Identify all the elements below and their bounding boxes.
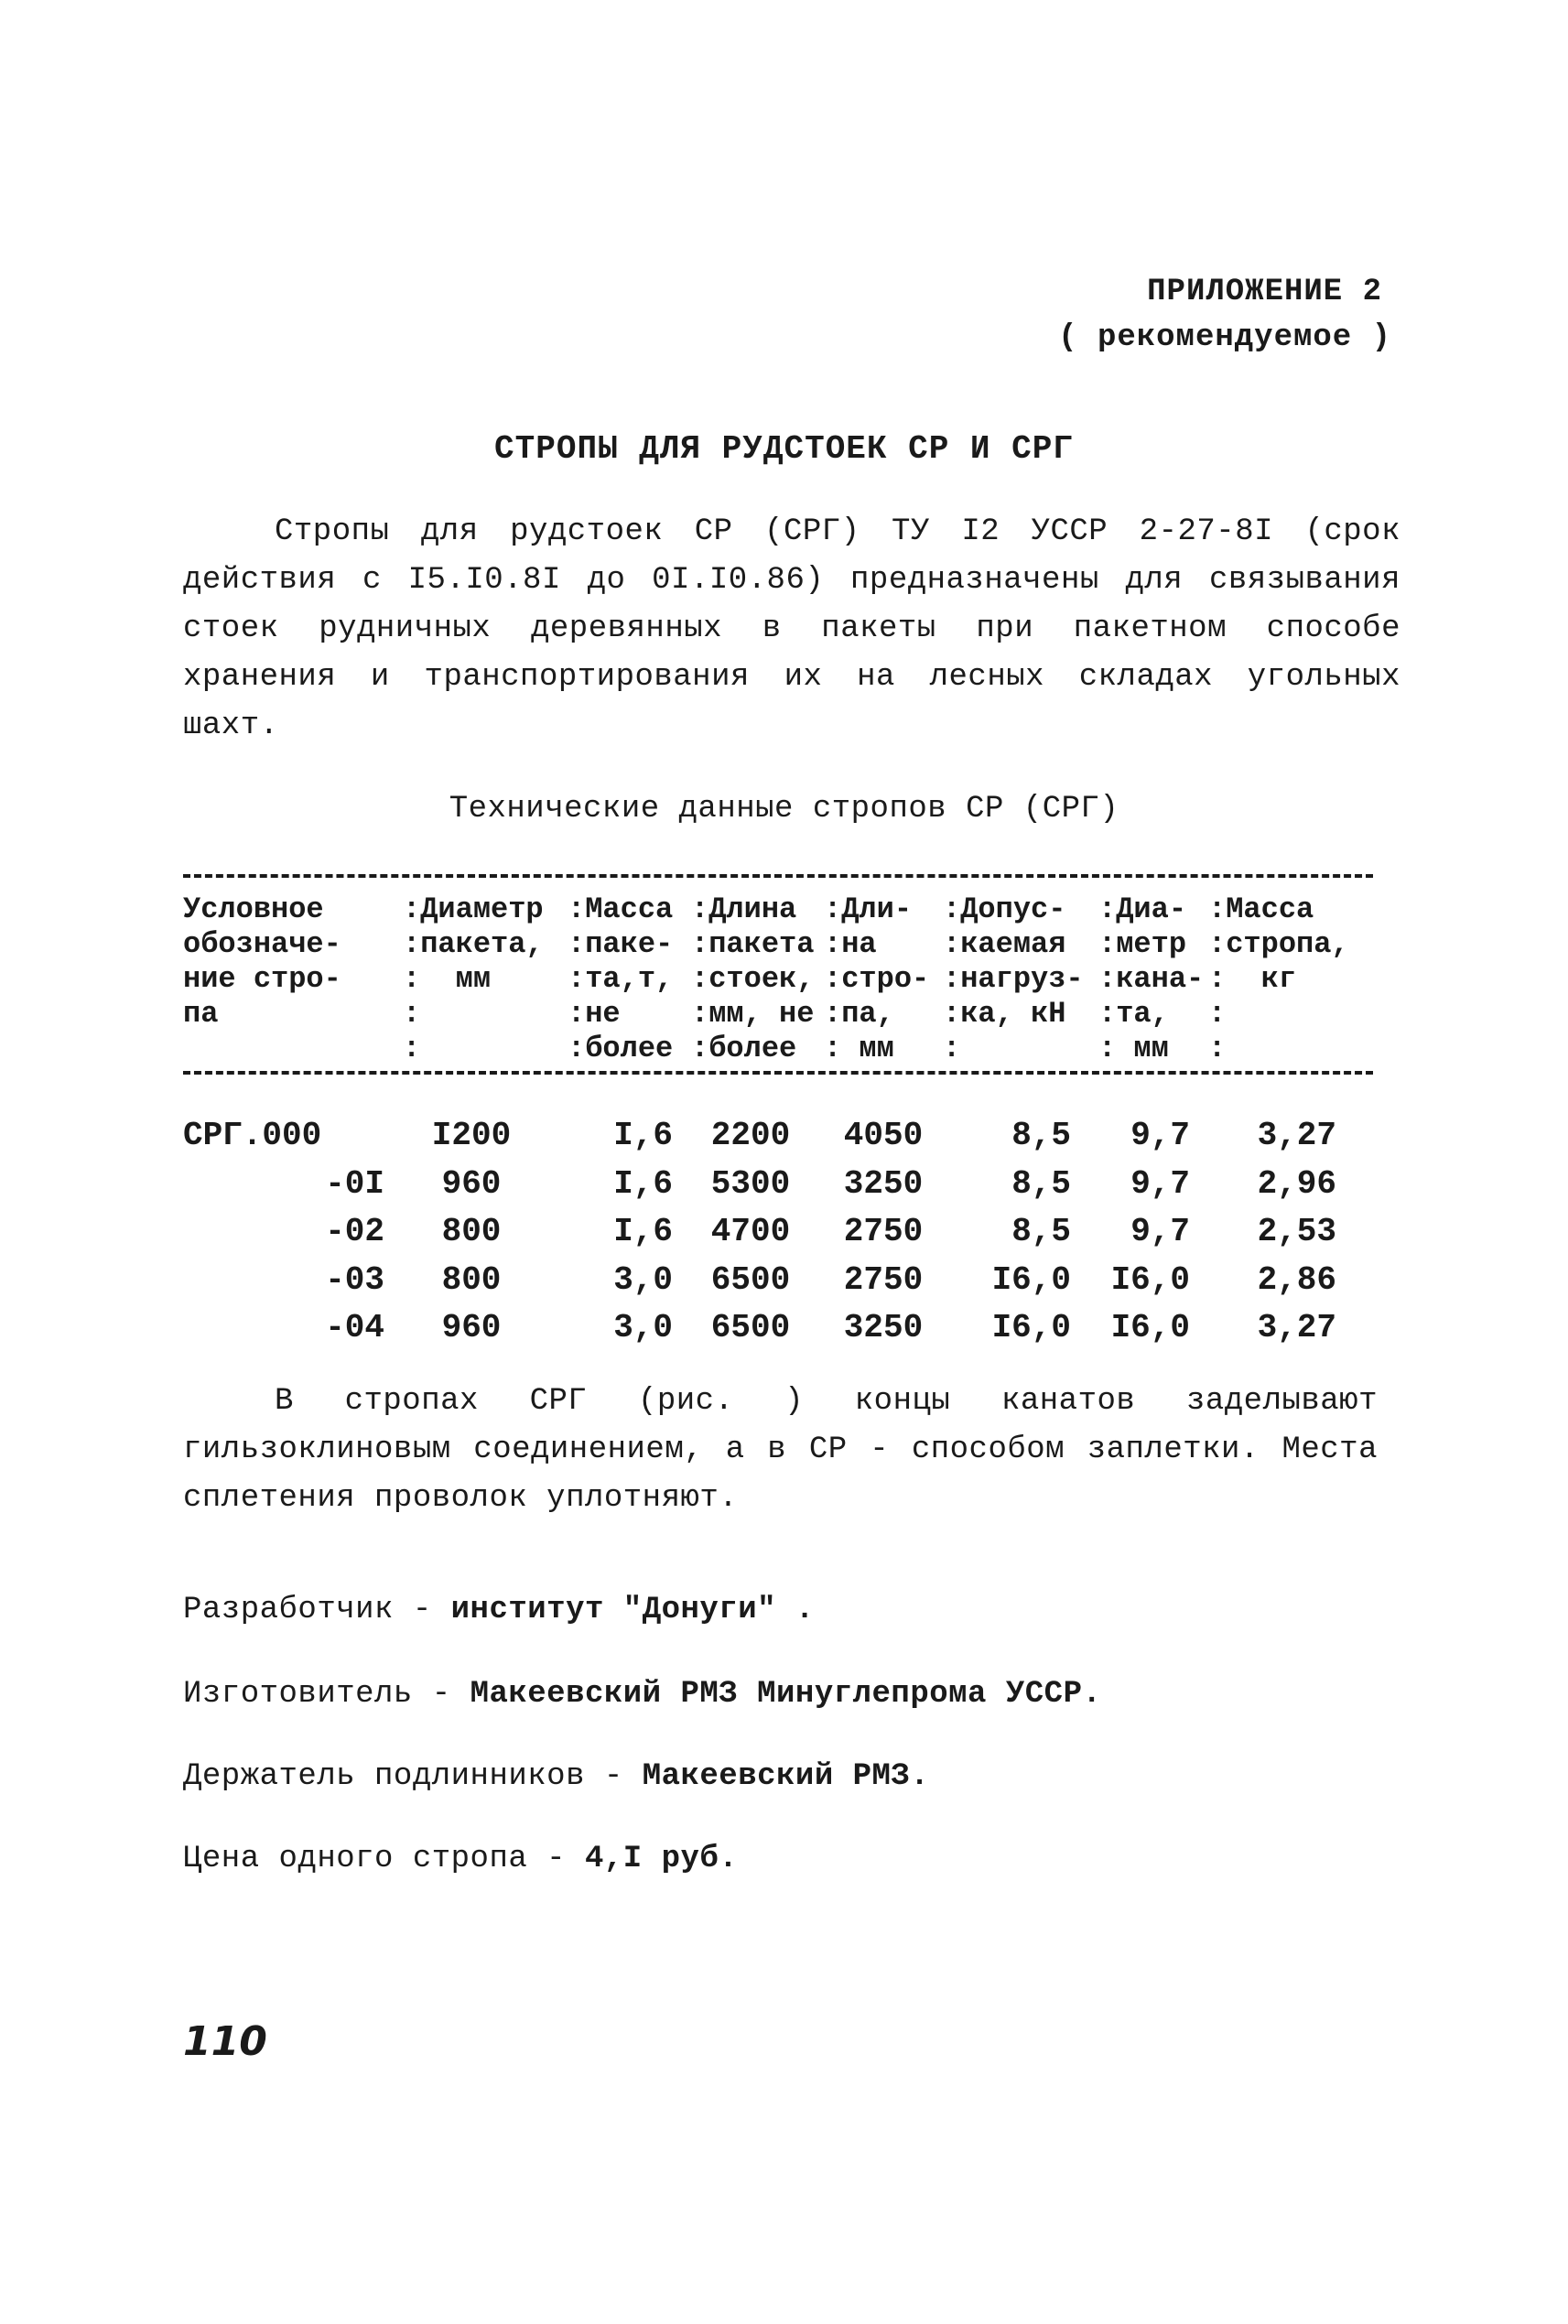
- holder-value: Макеевский РМЗ.: [642, 1759, 930, 1794]
- cell-rope: 9,7: [1130, 1117, 1190, 1154]
- cell-code: СРГ.000: [183, 1117, 322, 1154]
- price-line: [183, 1842, 738, 1876]
- developer-value: институт "Донуги" .: [450, 1593, 815, 1627]
- cell-sling-length: 2750: [843, 1261, 924, 1299]
- cell-rope: 9,7: [1130, 1213, 1190, 1250]
- cell-rope: I6,0: [1110, 1261, 1190, 1299]
- table-row: [0, 1117, 1568, 1164]
- cell-code: -03: [325, 1261, 384, 1299]
- cell-pack-length: 6500: [710, 1309, 791, 1346]
- termination-paragraph: В стропах СРГ (рис. ) концы канатов заделывают гильзоклиновым соединением, а в СР - способом заплетки. Места сплетения проволок уплотняют.: [183, 1384, 1378, 1516]
- cell-code: -0I: [325, 1165, 384, 1203]
- appendix-label: ПРИЛОЖЕНИЕ 2: [1147, 275, 1382, 309]
- manufacturer-line: [183, 1677, 1101, 1712]
- cell-mass: 3,0: [613, 1261, 673, 1299]
- cell-load: 8,5: [1011, 1117, 1071, 1154]
- cell-pack-length: 6500: [710, 1261, 791, 1299]
- cell-sling-mass: 2,53: [1257, 1213, 1336, 1250]
- cell-rope: 9,7: [1130, 1165, 1190, 1203]
- header-rope: :Диа- :метр :кана- :та, : мм: [1098, 892, 1205, 1065]
- cell-load: I6,0: [991, 1261, 1071, 1299]
- cell-pack-length: 2200: [710, 1117, 791, 1154]
- holder-label: Держатель подлинников -: [183, 1759, 623, 1794]
- header-sling-mass: :Масса :стропа, : кг : :: [1208, 892, 1349, 1065]
- cell-sling-length: 4050: [843, 1117, 924, 1154]
- cell-diameter: 800: [441, 1213, 502, 1250]
- table-caption: Технические данные стропов СР (СРГ): [449, 792, 1119, 827]
- developer-line: [183, 1593, 815, 1627]
- header-mass: :Масса :паке- :та,т, :не :более: [568, 892, 674, 1065]
- recommended-note: ( рекомендуемое ): [1058, 320, 1391, 355]
- cell-sling-length: 3250: [843, 1165, 924, 1203]
- header-code: Условное обозначе- ние стро- па: [183, 892, 341, 1031]
- cell-mass: 3,0: [613, 1309, 673, 1346]
- header-sling-length: :Дли- :на :стро- :па, : мм: [824, 892, 930, 1065]
- cell-diameter: 960: [441, 1165, 502, 1203]
- table-row: [0, 1261, 1568, 1309]
- cell-sling-mass: 3,27: [1257, 1309, 1336, 1346]
- cell-sling-length: 2750: [843, 1213, 924, 1250]
- price-label: Цена одного стропа -: [183, 1842, 567, 1876]
- cell-sling-mass: 2,96: [1257, 1165, 1336, 1203]
- header-load: :Допус- :каемая :нагруз- :ка, кН :: [943, 892, 1084, 1065]
- cell-load: 8,5: [1011, 1165, 1071, 1203]
- cell-diameter: I200: [431, 1117, 512, 1154]
- table-row: [0, 1309, 1568, 1357]
- table-header-rule: [183, 1071, 1373, 1075]
- cell-diameter: 960: [441, 1309, 502, 1346]
- table-row: [0, 1213, 1568, 1260]
- cell-sling-mass: 3,27: [1257, 1117, 1336, 1154]
- page-title: СТРОПЫ ДЛЯ РУДСТОЕК СР И СРГ: [494, 430, 1074, 468]
- intro-paragraph: Стропы для рудстоек СР (СРГ) ТУ I2 УССР 2-27-8I (срок действия с I5.I0.8I до 0I.I0.86) предназначены для связывания стоек рудничных деревянных в пакеты при пакетном способе хранения и транспортирования их на лесных складах угольных шахт.: [183, 514, 1400, 743]
- cell-code: -02: [325, 1213, 384, 1250]
- cell-diameter: 800: [441, 1261, 502, 1299]
- cell-load: I6,0: [991, 1309, 1071, 1346]
- cell-rope: I6,0: [1110, 1309, 1190, 1346]
- cell-mass: I,6: [613, 1165, 673, 1203]
- price-value: 4,I руб.: [584, 1842, 739, 1876]
- cell-pack-length: 5300: [710, 1165, 791, 1203]
- header-diameter: :Диаметр :пакета, : мм : :: [403, 892, 544, 1065]
- manufacturer-label: Изготовитель -: [183, 1677, 451, 1712]
- manufacturer-value: Макеевский РМЗ Минуглепрома УССР.: [470, 1677, 1102, 1712]
- table-top-rule: [183, 874, 1373, 878]
- table-row: [0, 1165, 1568, 1213]
- cell-sling-mass: 2,86: [1257, 1261, 1336, 1299]
- developer-label: Разработчик -: [183, 1593, 432, 1627]
- cell-pack-length: 4700: [710, 1213, 791, 1250]
- cell-code: -04: [325, 1309, 384, 1346]
- cell-sling-length: 3250: [843, 1309, 924, 1346]
- page-number: 110: [183, 2018, 267, 2065]
- holder-line: [183, 1759, 929, 1794]
- cell-load: 8,5: [1011, 1213, 1071, 1250]
- header-pack-length: :Длина :пакета :стоек, :мм, не :более: [691, 892, 815, 1065]
- cell-mass: I,6: [613, 1213, 673, 1250]
- cell-mass: I,6: [613, 1117, 673, 1154]
